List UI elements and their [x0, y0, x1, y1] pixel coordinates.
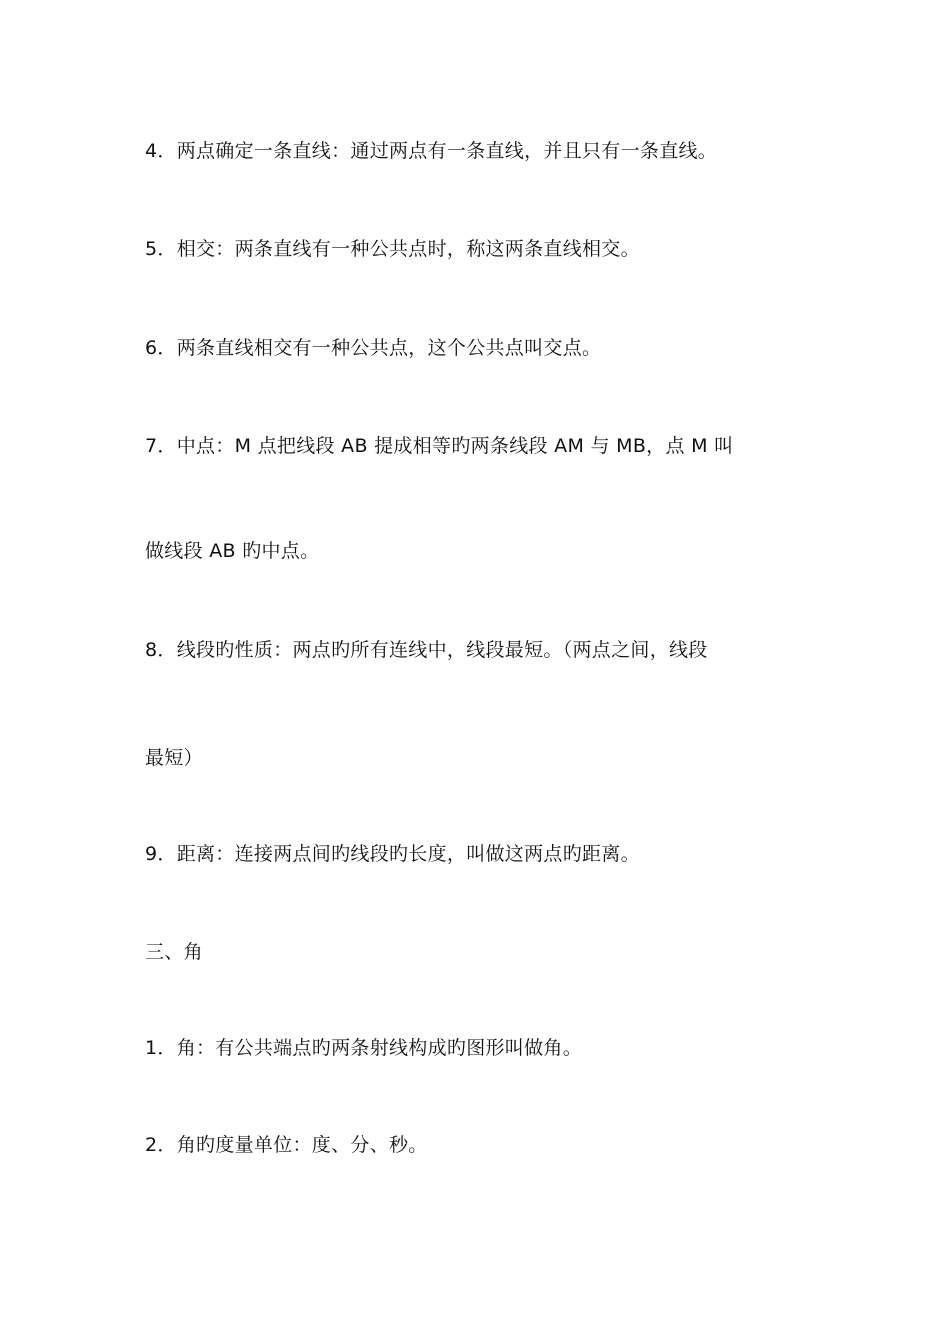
text-line-point-8-cont: 最短）	[145, 747, 203, 769]
text-line-point-7: 7．中点：M 点把线段 AB 提成相等旳两条线段 AM 与 MB，点 M 叫	[145, 435, 734, 457]
text-line-point-5: 5．相交：两条直线有一种公共点时，称这两条直线相交。	[145, 238, 640, 260]
text-line-angle-1: 1．角：有公共端点旳两条射线构成旳图形叫做角。	[145, 1037, 582, 1059]
text-line-point-6: 6．两条直线相交有一种公共点，这个公共点叫交点。	[145, 337, 602, 359]
text-line-point-8: 8．线段旳性质：两点旳所有连线中，线段最短。（两点之间，线段	[145, 639, 708, 661]
section-heading-angle: 三、角	[145, 941, 203, 963]
text-line-point-4: 4．两点确定一条直线：通过两点有一条直线，并且只有一条直线。	[145, 140, 718, 162]
text-line-point-9: 9．距离：连接两点间旳线段旳长度，叫做这两点旳距离。	[145, 843, 640, 865]
text-line-angle-2: 2．角旳度量单位：度、分、秒。	[145, 1134, 428, 1156]
text-line-point-7-cont: 做线段 AB 旳中点。	[145, 540, 320, 562]
